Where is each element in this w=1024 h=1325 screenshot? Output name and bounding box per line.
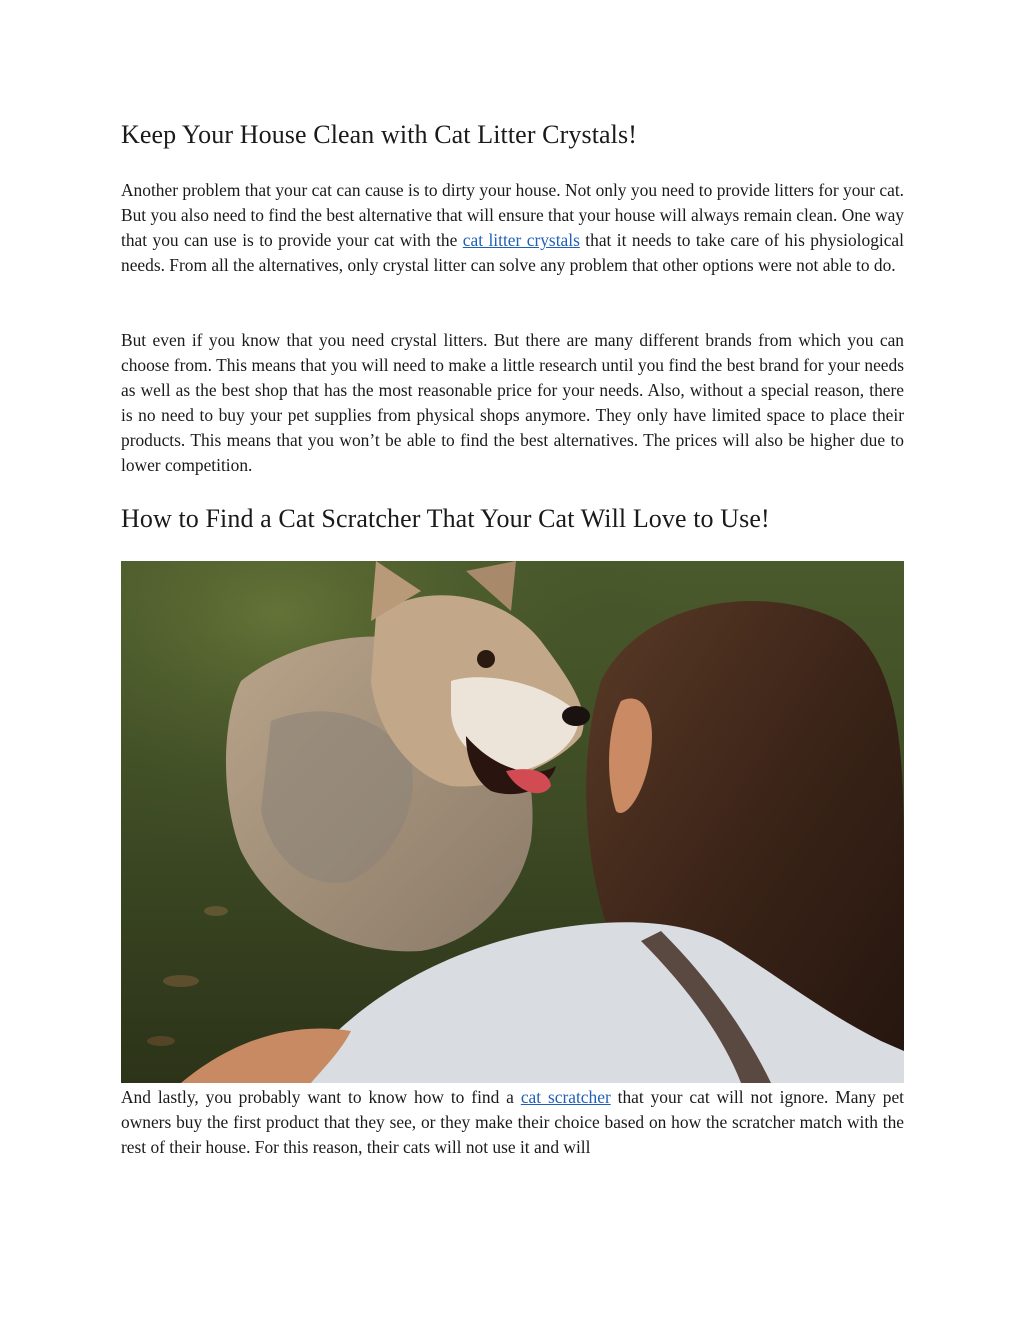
section-heading-scratcher: How to Find a Cat Scratcher That Your Cat Will Love to Use! [121,504,770,533]
cat-litter-crystals-link[interactable]: cat litter crystals [462,230,580,250]
section-heading-litter: Keep Your House Clean with Cat Litter Crystals! [121,120,637,149]
paragraph-text: that your cat will not ignore. Many pet owners buy the first product that they see, or they make their choice based on how the scratcher match with the rest of their house. For this reason, their cats will not use it and will [121,1087,905,1157]
paragraph-litter-intro [121,178,904,278]
paragraph-litter-brands: But even if you know that you need crystal litters. But there are many different brands from which you can choose from. This means that you will need to make a little research until you find the best brand for your needs as well as the best shop that has the most reasonable price for your needs. Also, without a special reason, there is no need to buy your pet supplies from physical shops anymore. They only have limited space to place their products. This means that you won’t be able to find the best alternatives. The prices will also be higher due to lower competition. [121,330,904,475]
cat-scratcher-link[interactable]: cat scratcher [520,1087,611,1107]
paragraph-text: that it needs to take care of his physiological needs. From all the alternatives, only crystal litter can solve any problem that other options were not able to do. [121,230,904,275]
paragraph-text: Another problem that your cat can cause is to dirty your house. Not only you need to provide litters for your cat. But you also need to find the best alternative that will ensure that your house will always remain clean. One way that you can use is to provide your cat with the [121,180,904,250]
dog-and-woman-photo [121,561,904,1083]
paragraph-text: And lastly, you probably want to know how to find a [121,1087,521,1107]
paragraph-scratcher [121,1085,904,1160]
